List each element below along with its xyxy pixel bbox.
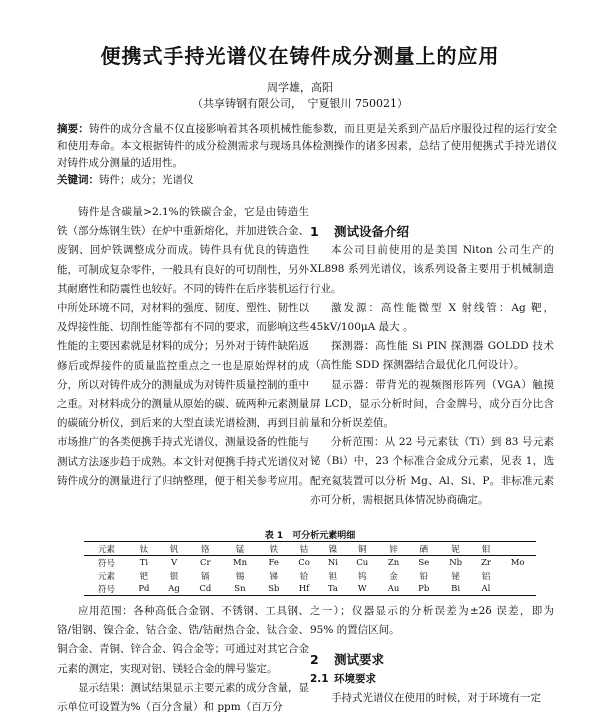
table-cell: 符号 — [84, 582, 129, 596]
section-1-heading — [310, 222, 554, 241]
left-column-lower — [57, 602, 309, 717]
abstract-text: 铸件的成分含量不仅直接影响着其各项机械性能参数，而且更是关系到产品后序服役过程的运行安全和使用寿命。本文根据铸件的成分检测需求与现场具体检测操作的诸多因素，总结了使用便携式手持光谱仪对铸件成分测量的适用性。 — [57, 123, 558, 169]
table-cell: Cu — [356, 557, 369, 568]
table-cell: Hf — [289, 582, 320, 596]
table-cell: 钒 — [159, 542, 190, 556]
table-cell: 锑 — [269, 571, 278, 582]
table-cell: 铌 — [439, 542, 473, 556]
table-cell: Ti — [139, 557, 149, 568]
table-cell: 铅 — [419, 571, 428, 582]
table-cell: 钛 — [129, 542, 159, 556]
subsection-2-1-number: 2.1 — [310, 672, 329, 685]
affiliation: （共享铸钢有限公司， 宁夏银川 750021） — [192, 97, 408, 110]
section-2-title: 测试要求 — [334, 652, 385, 668]
keywords-label: 关键词： — [57, 174, 99, 186]
table-cell: Se — [418, 557, 430, 568]
authors: 周学雄，高阳 — [267, 81, 333, 94]
table-cell: Pd — [129, 582, 159, 596]
table-cell: 铁 — [259, 542, 289, 556]
table-cell: 元素 — [84, 542, 129, 556]
table-cell: 锰 — [221, 542, 259, 556]
table-cell: 金 — [389, 571, 398, 582]
table-cell: 锡 — [235, 571, 245, 582]
keywords-text: 铸件；成分；光谱仪 — [99, 174, 194, 186]
table-cell — [499, 582, 536, 596]
table-cell: 钽 — [328, 571, 338, 582]
right-column — [310, 222, 554, 510]
paragraph: 应用范围：各种高低合金钢、不锈钢、工具钢、铬/钼钢、镍合金、钴合金、锆/钴耐热合金、钛合金、铜合金、青铜、锌合金、钨合金等；可通过对其它合金元素的测定，实现对铝、镁轻合金的牌号鉴定。 — [57, 605, 309, 675]
table-cell: 钨 — [357, 571, 367, 582]
paragraph: 显示器：带背光的视频图形阵列（VGA）触摸屏 LCD，显示分析时间，合金牌号，成分百分比含量和分析误差值。 — [310, 378, 554, 430]
table-cell: Al — [473, 582, 499, 596]
subsection-2-1-heading — [310, 670, 554, 689]
abstract-label: 摘要： — [57, 123, 89, 135]
table-cell: 钴 — [289, 542, 320, 556]
table-cell: 镍 — [319, 542, 346, 556]
paragraph: 激发源：高性能微型 X 射线管：Ag 靶，45kV/100μA 最大 。 — [310, 301, 554, 334]
table-cell: Cr — [200, 557, 211, 568]
paragraph: 探测器：高性能 Si PIN 探测器 GOLDD 技术（高性能 SDD 探测器结合最优化几何设计）。 — [310, 340, 554, 372]
table-cell: 铬 — [189, 542, 221, 556]
table-cell: Pb — [409, 582, 439, 596]
table-cell: 铝 — [481, 571, 491, 582]
paragraph: 之一）；仪器显示的分析误差为±2δ 误差，即为 95% 的置信区间。 — [310, 605, 554, 637]
table-row — [84, 556, 536, 570]
table-cell: Ta — [319, 582, 346, 596]
table-row — [84, 569, 536, 582]
paragraph: 显示结果：测试结果显示主要元素的成分含量，显示单位可设置为%（百分含量）和 ppm（百万分 — [57, 681, 309, 714]
table-cell: Zr — [480, 557, 491, 568]
paper-title: 便携式手持光谱仪在铸件成分测量上的应用 — [100, 44, 500, 68]
table-cell: Sn — [221, 582, 259, 596]
keywords — [57, 172, 194, 187]
table-cell: 符号 — [98, 558, 116, 569]
paragraph: 分析范围：从 22 号元素钛（Ti）到 83 号元素铋（Bi）中，23 个标准合金成分元素，见表 1，选配充氦装置可以分析 Mg、Al、Si、P。非标准元素亦可分析，需根据具体情况协商确定。 — [310, 436, 554, 506]
table-cell: Au — [378, 582, 409, 596]
table-cell: 硒 — [409, 542, 439, 556]
table-cell: Ag — [159, 582, 190, 596]
subsection-2-1-title: 环境要求 — [334, 672, 376, 685]
table-cell: W — [346, 582, 378, 596]
table-cell: 银 — [169, 571, 179, 582]
table-cell: 铋 — [451, 571, 460, 582]
table-cell: 钼 — [473, 542, 499, 556]
table-cell: 钯 — [139, 571, 149, 582]
table-cell: Sb — [259, 582, 289, 596]
table-row — [84, 582, 536, 596]
intro-paragraph: 铸件是含碳量>2.1%的铁碳合金，它是由铸造生铁（部分炼钢生铁）在炉中重新熔化，并加进铁合金、废钢、回炉铁调整成分而成。铸件具有优良的铸造性能，可制成复杂零件，一般具有良好的可切削性，另外其耐磨性和防震性也较好。不同的铸件在后序装机运行中所处环境不同，对材料的强度、韧度、塑性、韧性以及焊接性能、切削性能等都有不同的要求，而影响这些性能的主要因素就是材料的成分；另外对于铸件缺陷返修后或焊接件的质量监控重点之一也是原始焊材的成分，所以对铸件成分的测量成为对铸件质量控制的重中之重。对材料成分的测量从原始的碳、硫两种元素测量的碳硫分析仪，到后来的大型直读光谱检测，再到目前市场推广的各类便携手持式光谱仪，测量设备的性能与测试方法逐步趋于成熟。本文针对便携手持式光谱仪对铸件成分的测量进行了归纳整理，便于相关参考应用。 — [57, 206, 309, 487]
table-cell: Zn — [387, 557, 400, 568]
table-cell: Nb — [449, 557, 463, 568]
table-cell: Bi — [439, 582, 473, 596]
table-cell: Ni — [327, 557, 338, 568]
left-column — [57, 203, 309, 491]
table-cell: 铪 — [299, 571, 309, 582]
table-cell: 锌 — [378, 542, 409, 556]
table — [84, 541, 536, 596]
paragraph: 手持式光谱仪在使用的时候，对于环境有一定 — [331, 691, 541, 704]
table-cell: 元素 — [98, 571, 116, 582]
table-cell: Fe — [268, 557, 279, 568]
paragraph: 本公司目前使用的是美国 Niton 公司生产的 XL898 系列光谱仪，该系列设备主要用于机械制造行业。 — [310, 244, 554, 295]
table-row — [84, 542, 536, 556]
table-cell: 镉 — [201, 571, 210, 582]
table-cell: Mo — [510, 557, 525, 568]
table-cell: V — [171, 557, 178, 568]
right-column-lower — [310, 602, 554, 708]
table-cell: Mn — [232, 557, 248, 568]
table-cell: Cd — [189, 582, 221, 596]
abstract — [57, 121, 557, 172]
table-cell: Co — [298, 557, 310, 568]
table-cell: 铜 — [346, 542, 378, 556]
section-2-number: 2 — [310, 652, 319, 668]
table-cell — [499, 569, 536, 582]
section-1-title: 测试设备介绍 — [334, 224, 410, 239]
section-2-heading — [310, 650, 554, 669]
section-1-number: 1 — [310, 224, 319, 239]
table-cell — [499, 542, 536, 556]
element-table — [84, 528, 536, 596]
table-caption: 表 1 可分析元素明细 — [264, 531, 356, 541]
